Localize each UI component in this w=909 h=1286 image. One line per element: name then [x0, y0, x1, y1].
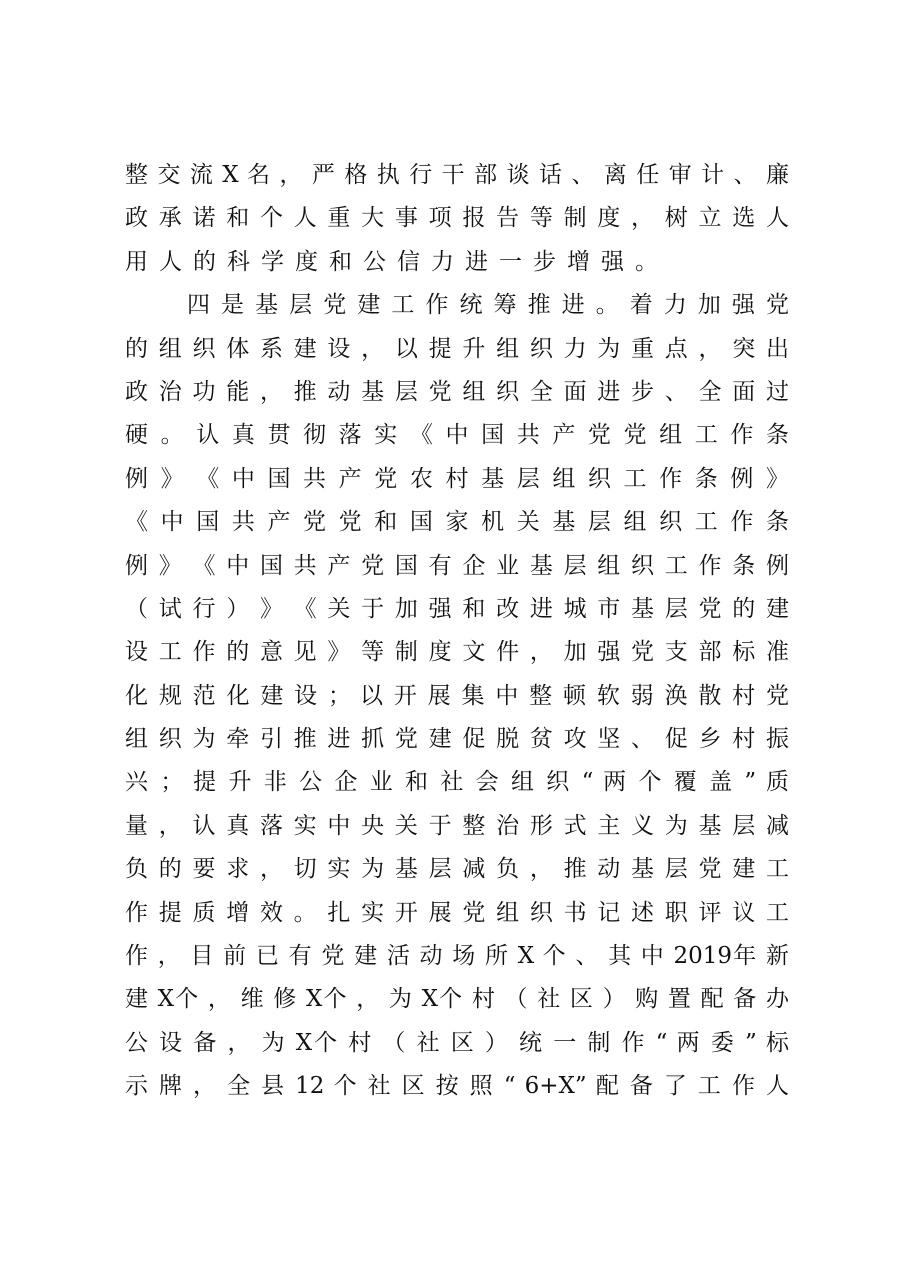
text-line: 用人的科学度和公信力进一步增强。 — [125, 248, 669, 275]
text-line: 量 ， 认 真 落 实 中 央 关 于 整 治 形 式 主 义 为 基 层 减 — [125, 812, 789, 839]
text-line: 示 牌 ， 全 县 12 个 社 区 按 照 “ 6+X” 配 备 了 工 作 人 — [125, 1073, 789, 1100]
text-line: 公 设 备 ， 为 X个 村 （ 社 区 ） 统 一 制 作 “ 两 委 ” 标 — [125, 1029, 789, 1056]
text-line: 化 规 范 化 建 设 ； 以 开 展 集 中 整 顿 软 弱 涣 散 村 党 — [125, 682, 789, 709]
text-line: 设 工 作 的 意 见 》 等 制 度 文 件 ， 加 强 党 支 部 标 准 — [125, 639, 789, 666]
text-line: 作 ， 目 前 已 有 党 建 活 动 场 所 X 个 、 其 中 2019年 新 — [125, 943, 789, 970]
paragraph-start-line: 四 是 基 层 党 建 工 作 统 筹 推 进 。 着 力 加 强 党 — [187, 292, 789, 319]
text-line: 例 》 《 中 国 共 产 党 农 村 基 层 组 织 工 作 条 例 》 — [125, 465, 789, 492]
text-line: 的 组 织 体 系 建 设 ， 以 提 升 组 织 力 为 重 点 ， 突 出 — [125, 335, 789, 362]
body-text — [125, 154, 789, 1109]
text-line: 兴 ； 提 升 非 公 企 业 和 社 会 组 织 “ 两 个 覆 盖 ” 质 — [125, 769, 789, 796]
text-line: 《 中 国 共 产 党 党 和 国 家 机 关 基 层 组 织 工 作 条 — [125, 509, 789, 536]
text-line: 组 织 为 牵 引 推 进 抓 党 建 促 脱 贫 攻 坚 、 促 乡 村 振 — [125, 726, 789, 753]
text-line: 硬 。 认 真 贯 彻 落 实 《 中 国 共 产 党 党 组 工 作 条 — [125, 422, 789, 449]
text-line: 负 的 要 求 ， 切 实 为 基 层 减 负 ， 推 动 基 层 党 建 工 — [125, 856, 789, 883]
text-line: 建 X个 ， 维 修 X个 ， 为 X个 村 （ 社 区 ） 购 置 配 备 办 — [125, 986, 789, 1013]
text-line: （ 试 行 ） 》 《 关 于 加 强 和 改 进 城 市 基 层 党 的 建 — [125, 595, 789, 622]
text-line: 政 治 功 能 ， 推 动 基 层 党 组 织 全 面 进 步 、 全 面 过 — [125, 378, 789, 405]
text-line: 作 提 质 增 效 。 扎 实 开 展 党 组 织 书 记 述 职 评 议 工 — [125, 899, 789, 926]
text-line: 政 承 诺 和 个 人 重 大 事 项 报 告 等 制 度 ， 树 立 选 人 — [125, 205, 789, 232]
text-line: 例 》 《 中 国 共 产 党 国 有 企 业 基 层 组 织 工 作 条 例 — [125, 552, 789, 579]
text-line: 整 交 流 X 名 ， 严 格 执 行 干 部 谈 话 、 离 任 审 计 、 廉 — [125, 162, 789, 188]
